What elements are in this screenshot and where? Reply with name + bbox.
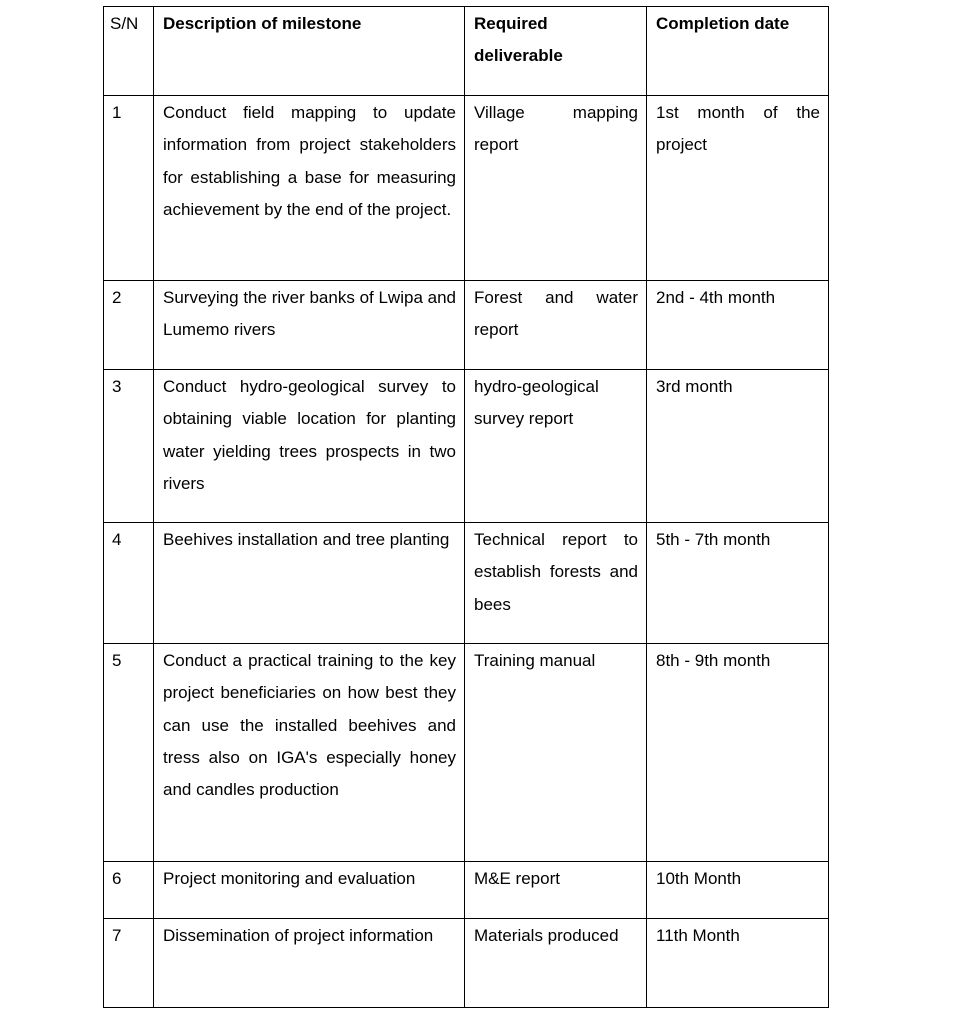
table-row bbox=[104, 919, 829, 1008]
header-sn: S/N bbox=[104, 7, 154, 96]
row-description: Conduct hydro-geological survey to obtaining viable location for planting water yielding trees prospects in two rivers bbox=[154, 370, 465, 523]
row-completion-date: 11th Month bbox=[647, 919, 829, 1008]
row-completion-date: 5th - 7th month bbox=[647, 523, 829, 644]
row-sn: 1 bbox=[104, 96, 154, 281]
row-deliverable: Materials produced bbox=[465, 919, 647, 1008]
row-deliverable: Village mapping report bbox=[465, 96, 647, 281]
milestone-table bbox=[103, 6, 829, 1008]
row-description: Dissemination of project information bbox=[154, 919, 465, 1008]
header-description: Description of milestone bbox=[154, 7, 465, 96]
row-completion-date: 2nd - 4th month bbox=[647, 281, 829, 370]
row-description: Conduct field mapping to update information from project stakeholders for establishing a base for measuring achievement by the end of the project. bbox=[154, 96, 465, 281]
row-description: Project monitoring and evaluation bbox=[154, 862, 465, 919]
row-description: Surveying the river banks of Lwipa and Lumemo rivers bbox=[154, 281, 465, 370]
row-deliverable: Forest and water report bbox=[465, 281, 647, 370]
row-completion-date: 1st month of the project bbox=[647, 96, 829, 281]
table-row bbox=[104, 862, 829, 919]
row-completion-date: 10th Month bbox=[647, 862, 829, 919]
row-description: Conduct a practical training to the key project beneficiaries on how best they can use the installed beehives and tress also on IGA's especially honey and candles production bbox=[154, 644, 465, 862]
row-deliverable: Training manual bbox=[465, 644, 647, 862]
row-description: Beehives installation and tree planting bbox=[154, 523, 465, 644]
row-completion-date: 8th - 9th month bbox=[647, 644, 829, 862]
header-deliverable: Required deliverable bbox=[465, 7, 647, 96]
row-sn: 2 bbox=[104, 281, 154, 370]
row-completion-date: 3rd month bbox=[647, 370, 829, 523]
table-row bbox=[104, 370, 829, 523]
table-row bbox=[104, 281, 829, 370]
header-completion-date: Completion date bbox=[647, 7, 829, 96]
row-sn: 4 bbox=[104, 523, 154, 644]
row-deliverable: hydro-geological survey report bbox=[465, 370, 647, 523]
row-sn: 5 bbox=[104, 644, 154, 862]
row-sn: 3 bbox=[104, 370, 154, 523]
row-deliverable: Technical report to establish forests and bees bbox=[465, 523, 647, 644]
table-row bbox=[104, 96, 829, 281]
row-sn: 6 bbox=[104, 862, 154, 919]
header-row bbox=[104, 7, 829, 96]
table-row bbox=[104, 644, 829, 862]
table-row bbox=[104, 523, 829, 644]
row-deliverable: M&E report bbox=[465, 862, 647, 919]
row-sn: 7 bbox=[104, 919, 154, 1008]
